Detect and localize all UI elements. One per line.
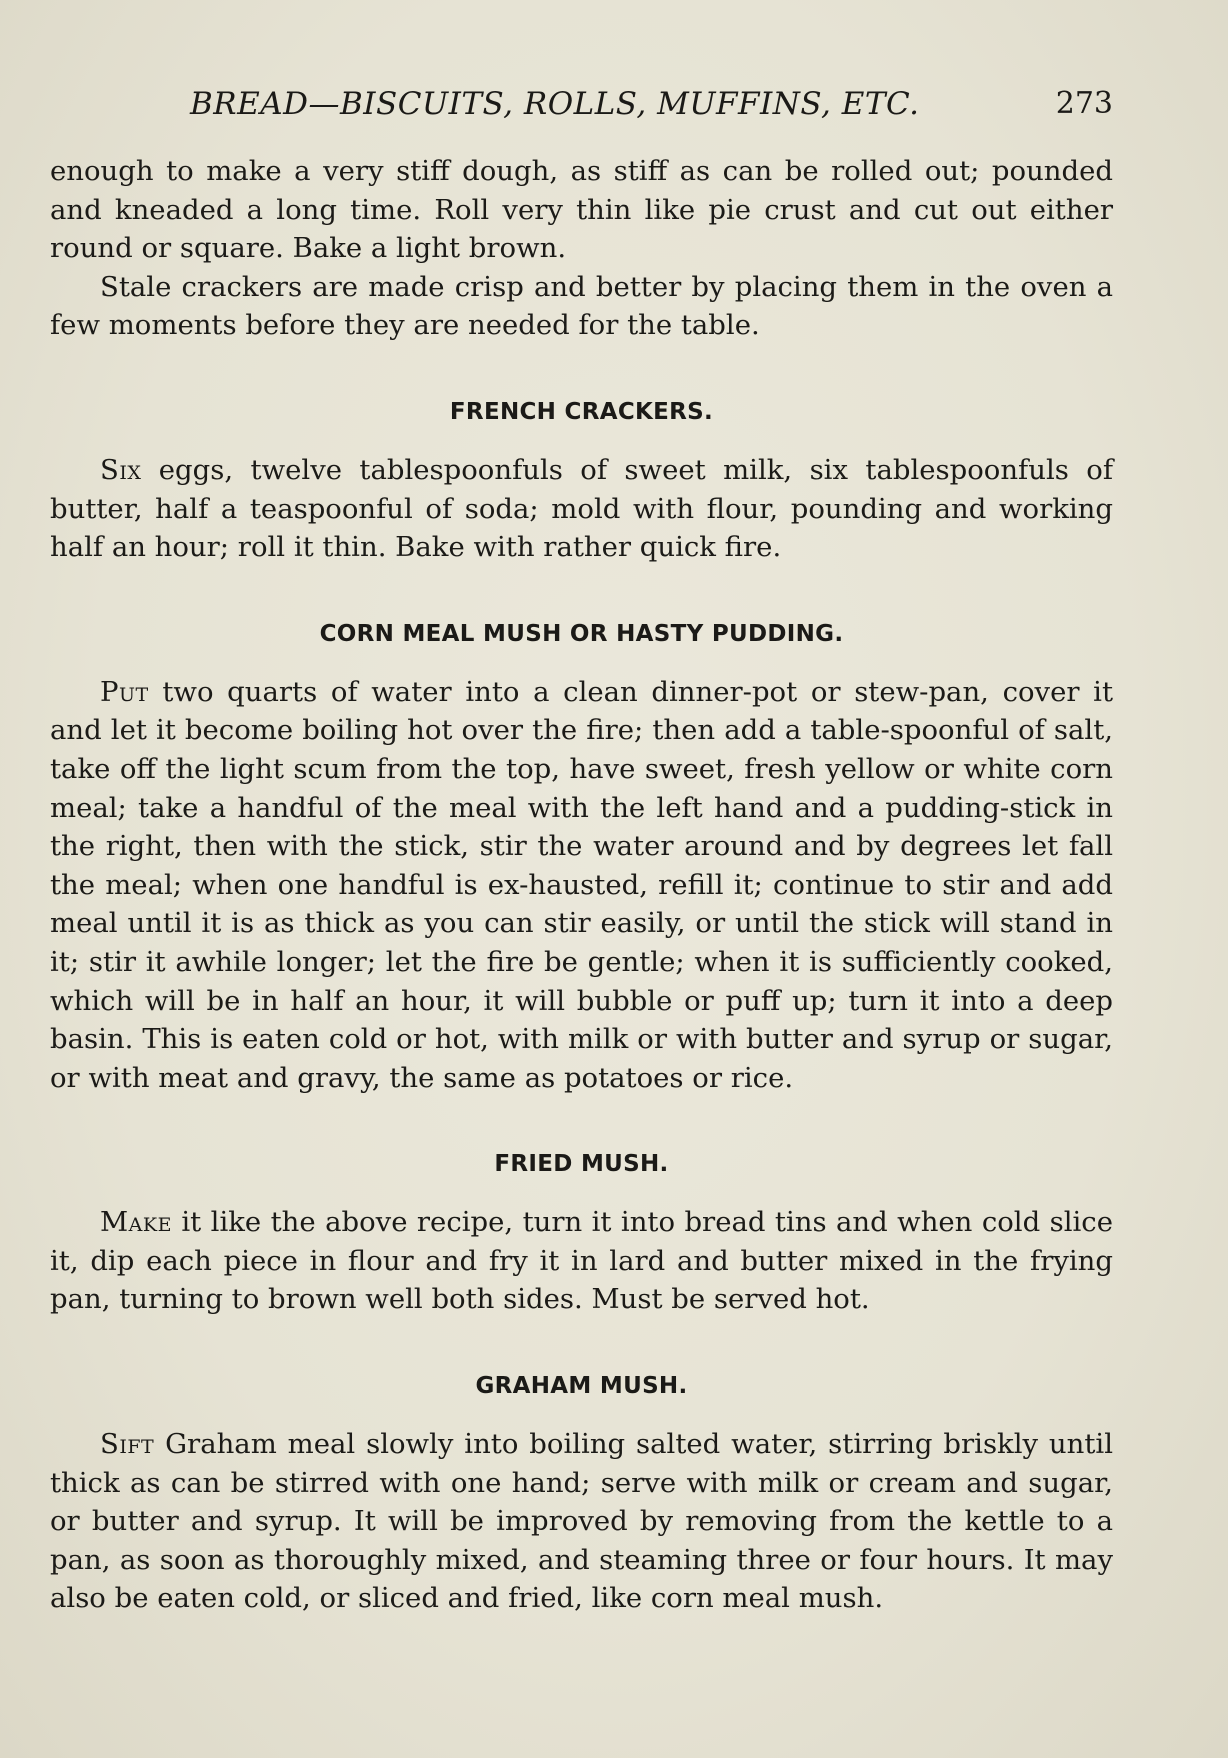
recipe-body-corn-meal-mush xyxy=(50,673,1113,1098)
recipe-body-french-crackers xyxy=(50,451,1113,567)
recipe-title-corn-meal-mush: CORN MEAL MUSH OR HASTY PUDDING. xyxy=(319,620,844,647)
text-block xyxy=(50,152,1113,1618)
running-title: BREAD—BISCUITS, ROLLS, MUFFINS, ETC. xyxy=(190,86,920,122)
recipe-title-fried-mush: FRIED MUSH. xyxy=(494,1151,669,1178)
recipe-text: eggs, twelve tablespoonfuls of sweet milk, six tablespoonfuls of butter, half a teaspoonful of soda; mold with flour, pounding and working half an hour; roll it thin. Bake with rather quick fire. xyxy=(50,453,1113,564)
lead-word: Six xyxy=(100,453,142,486)
recipe-text: it like the above recipe, turn it into bread tins and when cold slice it, dip each piece in flour and fry it in lard and butter mixed in the frying pan, turning to brown well both sides. Must be served hot. xyxy=(50,1206,1113,1316)
page-number: 273 xyxy=(1055,86,1113,121)
running-head xyxy=(50,86,1113,126)
recipe-title-french-crackers: FRENCH CRACKERS. xyxy=(449,398,714,425)
recipe-body-fried-mush xyxy=(50,1203,1113,1319)
continued-paragraph: enough to make a very stiff dough, as stiff as can be rolled out; pounded and kneaded a long time. Roll very thin like pie crust and cut out either round or square. Bake a light brown. xyxy=(50,155,1113,265)
recipe-title-graham-mush: GRAHAM MUSH. xyxy=(475,1373,688,1400)
stale-crackers-note: Stale crackers are made crisp and better by placing them in the oven a few moments before they are needed for the table. xyxy=(50,270,1113,342)
recipe-text: Graham meal slowly into boiling salted water, stirring briskly until thick as can be stirred with one hand; serve with milk or cream and sugar, or butter and syrup. It will be improved by removing from the kettle to a pan, as soon as thoroughly mixed, and steaming three or four hours. It may also be eaten cold, or sliced and fried, like corn meal mush. xyxy=(50,1428,1113,1615)
lead-word: Put xyxy=(100,675,149,708)
lead-word: Sift xyxy=(100,1428,155,1461)
recipe-body-graham-mush xyxy=(50,1425,1113,1618)
recipe-text: two quarts of water into a clean dinner-pot or stew-pan, cover it and let it become boiling hot over the fire; then add a table-spoonful of salt, take off the light scum from the top, have sweet, fresh yellow or white corn meal; take a handful of the meal with the left hand and a pudding-stick in the right, then with the stick, stir the water around and by degrees let fall the meal; when one handful is ex-hausted, refill it; continue to stir and add meal until it is as thick as you can stir easily, or until the stick will stand in it; stir it awhile longer; let the fire be gentle; when it is sufficiently cooked, which will be in half an hour, it will bubble or puff up; turn it into a deep basin. This is eaten cold or hot, with milk or with butter and syrup or sugar, or with meat and gravy, the same as potatoes or rice. xyxy=(50,675,1113,1094)
lead-word: Make xyxy=(100,1206,172,1239)
